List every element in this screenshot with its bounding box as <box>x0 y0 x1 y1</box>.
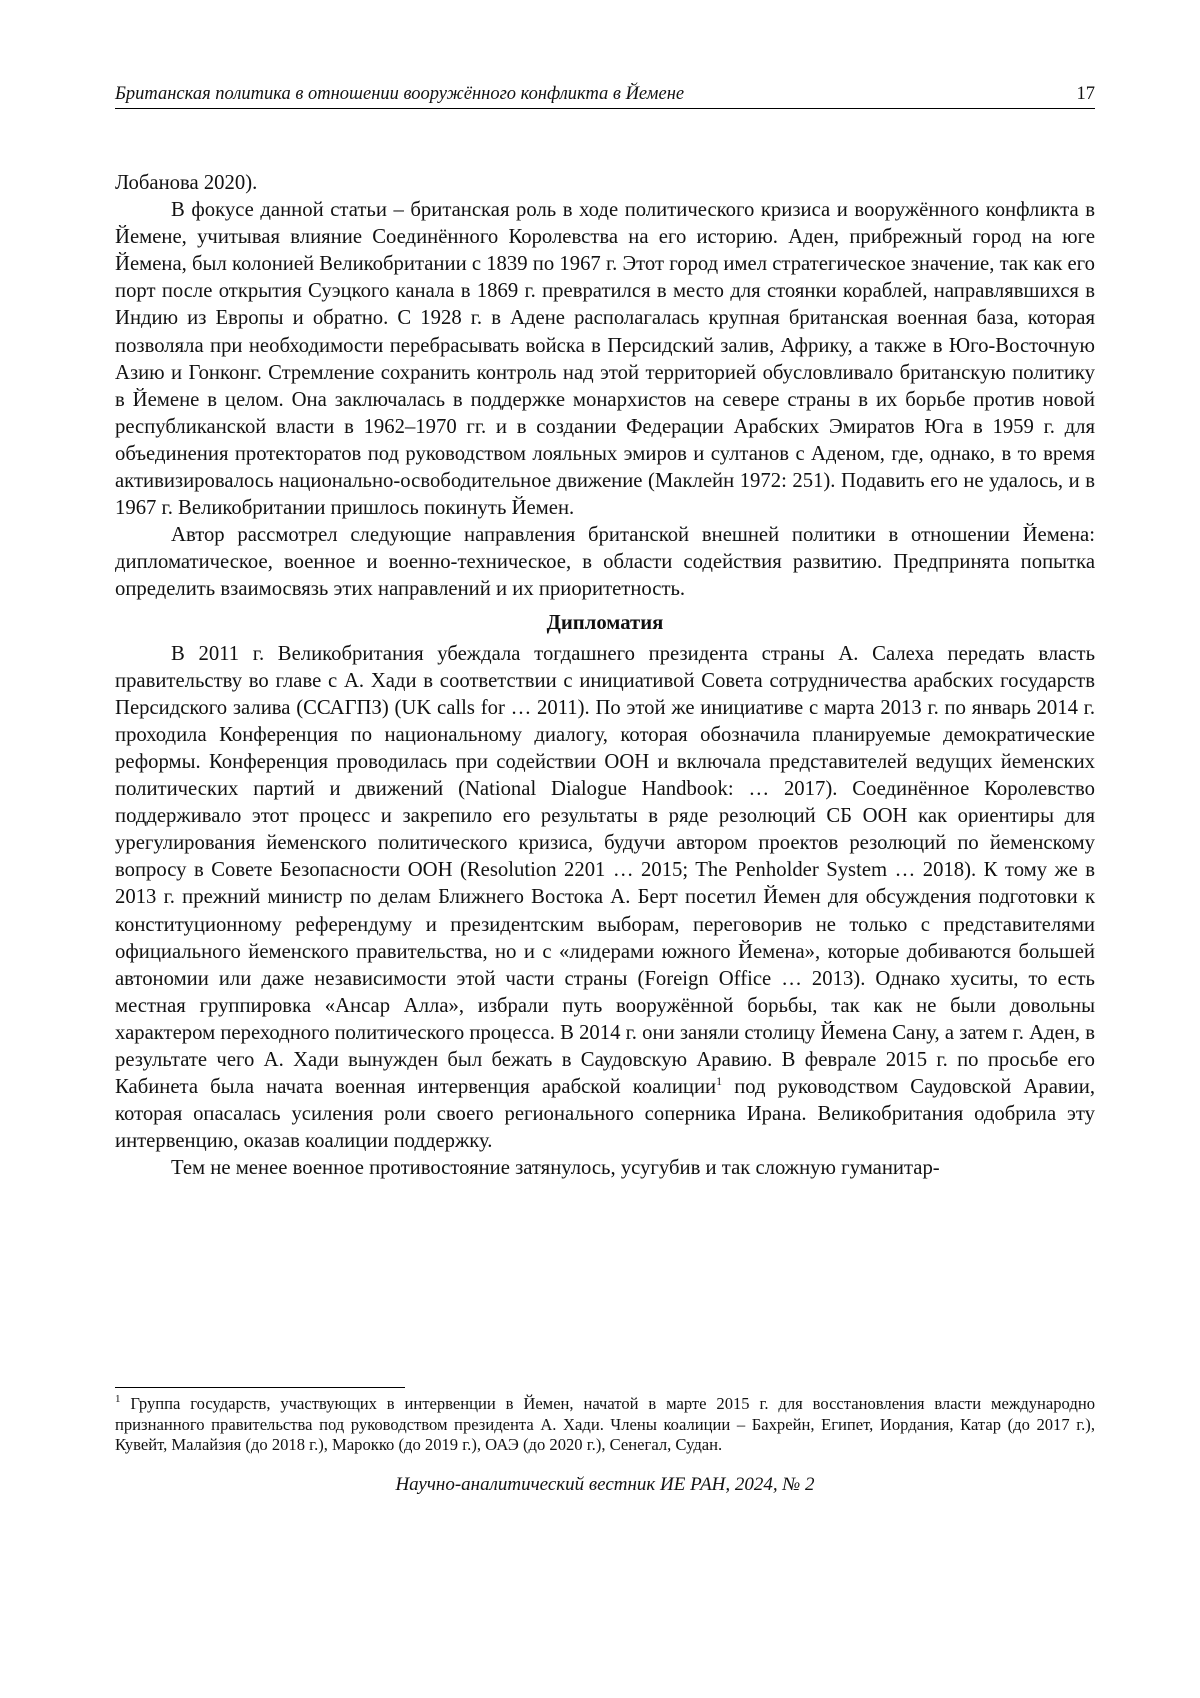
footnote <box>115 1394 1095 1456</box>
footnote-marker: 1 <box>115 1393 121 1405</box>
footnote-reference[interactable]: 1 <box>716 1074 723 1089</box>
paragraph-humanitarian: Тем не менее военное противостояние затянулось, усугубив и так сложную гуманитар- <box>171 1157 940 1180</box>
paragraph-diplomacy-text-continued: под руководством Саудовской Аравии, которая опасалась усиления роли своего регионального соперника Ирана. Великобритания одобрила эту интервенцию, оказав коалиции поддержку. <box>115 1076 1095 1153</box>
article-body <box>115 170 1095 1182</box>
paragraph-diplomacy <box>115 641 1095 1156</box>
paragraph-focus: В фокусе данной статьи – британская роль в ходе политического кризиса и вооружённого конфликта в Йемене, учитывая влияние Соединённого Королевства на его историю. Аден, прибрежный город на юге Йемена, был колонией Великобритании с 1839 по 1967 г. Этот город имел стратегическое значение, так как его порт после открытия Суэцкого канала в 1869 г. превратился в место для стоянки кораблей, направлявшихся в Индию из Европы и обратно. С 1928 г. в Адене располагалась крупная британская военная база, которая позволяла при необходимости перебрасывать войска в Персидский залив, Африку, а также в Юго-Восточную Азию и Гонконг. Стремление сохранить контроль над этой территорией обусловливало британскую политику в Йемене в целом. Она заключалась в поддержке монархистов на севере страны в их борьбе против новой республиканской власти в 1962–1970 гг. и в создании Федерации Арабских Эмиратов Юга в 1959 г. для объединения протекторатов под руководством лояльных эмиров и султанов с Аденом, где, однако, в то время активизировалось национально-освободительное движение (Маклейн 1972: 251). Подавить его не удалось, и в 1967 г. Великобритании пришлось покинуть Йемен. <box>115 199 1095 520</box>
page-number: 17 <box>1076 84 1095 104</box>
running-header-title: Британская политика в отношении вооружённого конфликта в Йемене <box>115 84 685 104</box>
paragraph-diplomacy-text: В 2011 г. Великобритания убеждала тогдашнего президента страны А. Салеха передать власть правительству во главе с А. Хади в соответствии с инициативой Совета сотрудничества арабских государств Персидского залива (ССАГПЗ) (UK calls for … 2011). По этой же инициативе с марта 2013 г. по январь 2014 г. проходила Конференция по национальному диалогу, которая обозначила планируемые демократические реформы. Конференция проводилась при содействии ООН и включала представителей ведущих йеменских политических партий и движений (National Dialogue Handbook: … 2017). Соединённое Королевство поддерживало этот процесс и закрепило его результаты в ряде резолюций СБ ООН как ориентиры для урегулирования йеменского политического кризиса, будучи автором проектов резолюций по йеменскому вопросу в Совете Безопасности ООН (Resolution 2201 … 2015; The Penholder System … 2018). К тому же в 2013 г. прежний министр по делам Ближнего Востока А. Берт посетил Йемен для обсуждения подготовки к конституционному референдуму и президентским выборам, переговорив не только с представителями официального йеменского правительства, но и с «лидерами южного Йемена», которые добиваются большей автономии или даже независимости этой части страны (Foreign Office … 2013). Однако хуситы, то есть местная группировка «Ансар Алла», избрали путь вооружённой борьбы, так как не были довольны характером переходного политического процесса. В 2014 г. они заняли столицу Йемена Сану, а затем г. Аден, в результате чего А. Хади вынужден был бежать в Саудовскую Аравию. В феврале 2015 г. по просьбе его Кабинета была начата военная интервенция арабской коалиции <box>115 642 1095 1099</box>
paragraph-continuation: Лобанова 2020). <box>115 172 258 194</box>
paragraph-directions: Автор рассмотрел следующие направления британской внешней политики в отношении Йемена: дипломатическое, военное и военно-техническое, в области содействия развитию. Предпринята попытка определить взаимосвязь этих направлений и их приоритетность. <box>115 524 1095 601</box>
running-header <box>115 84 1095 109</box>
footnote-divider <box>115 1387 405 1388</box>
journal-footer: Научно-аналитический вестник ИЕ РАН, 2024, № 2 <box>395 1474 815 1495</box>
footnote-text: Группа государств, участвующих в интервенции в Йемен, начатой в марте 2015 г. для восстановления власти международно признанного правительства под руководством президента А. Хади. Члены коалиции – Бахрейн, Египет, Иордания, Катар (до 2017 г.), Кувейт, Малайзия (до 2018 г.), Марокко (до 2019 г.), ОАЭ (до 2020 г.), Сенегал, Судан. <box>115 1394 1095 1454</box>
section-heading-diplomacy: Дипломатия <box>546 611 664 634</box>
